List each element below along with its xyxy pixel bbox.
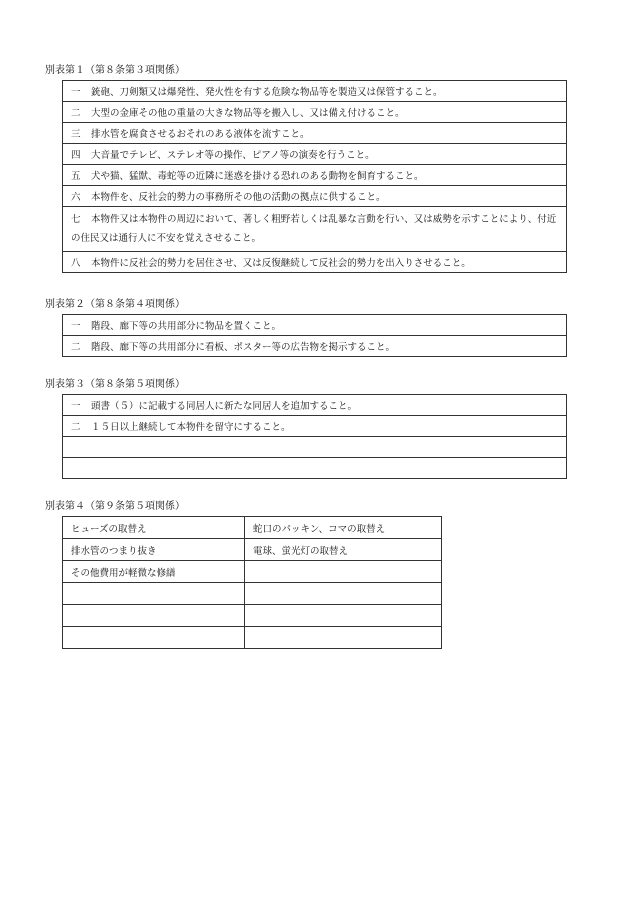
row-text: 銃砲、刀剣類又は爆発性、発火性を有する危険な物品等を製造又は保管すること。 bbox=[91, 87, 443, 98]
table-row bbox=[63, 583, 442, 605]
row-number: 四 bbox=[71, 150, 81, 161]
row-text: 大音量でテレビ、ステレオ等の操作、ピアノ等の演奏を行うこと。 bbox=[91, 150, 375, 161]
row-number: 六 bbox=[71, 192, 81, 203]
table-cell bbox=[63, 627, 245, 649]
table-row bbox=[63, 252, 567, 273]
table-cell: 蛇口のパッキン、コマの取替え bbox=[245, 517, 442, 539]
table-cell bbox=[245, 583, 442, 605]
table-row bbox=[63, 561, 442, 583]
row-text: 犬や猫、猛獣、毒蛇等の近隣に迷惑を掛ける恐れのある動物を飼育すること。 bbox=[91, 171, 424, 182]
table-row bbox=[63, 165, 567, 186]
row-text: 本物件を、反社会的勢力の事務所その他の活動の拠点に供すること。 bbox=[91, 192, 386, 203]
table-row bbox=[63, 186, 567, 207]
row-number: 八 bbox=[71, 258, 81, 269]
row-text: 頭書（５）に記載する同居人に新たな同居人を追加すること。 bbox=[91, 401, 358, 412]
table1 bbox=[62, 80, 567, 273]
table-row bbox=[63, 517, 442, 539]
table-cell: ヒューズの取替え bbox=[63, 517, 245, 539]
table-row bbox=[63, 437, 567, 458]
row-number: 二 bbox=[71, 342, 81, 353]
row-number: 一 bbox=[71, 401, 81, 412]
table-row bbox=[63, 144, 567, 165]
row-text: 排水管を腐食させるおそれのある液体を流すこと。 bbox=[91, 129, 310, 140]
table-row bbox=[63, 458, 567, 479]
row-number: 二 bbox=[71, 422, 81, 433]
row-number: 二 bbox=[71, 108, 81, 119]
row-number: 一 bbox=[71, 87, 81, 98]
row-text: 階段、廊下等の共用部分に看板、ポスター等の広告物を掲示すること。 bbox=[91, 342, 396, 353]
table-row bbox=[63, 605, 442, 627]
table-cell: 排水管のつまり抜き bbox=[63, 539, 245, 561]
table4 bbox=[62, 516, 442, 649]
row-number: 三 bbox=[71, 129, 81, 140]
row-text: 階段、廊下等の共用部分に物品を置くこと。 bbox=[91, 321, 282, 332]
table-cell bbox=[63, 583, 245, 605]
table4-title: 別表第４（第９条第５項関係） bbox=[45, 501, 185, 512]
table-row bbox=[63, 627, 442, 649]
table-row bbox=[63, 102, 567, 123]
row-text: 本物件又は本物件の周辺において、著しく粗野若しくは乱暴な言動を行い、又は威勢を示すことにより、付近の住民又は通行人に不安を覚えさせること。 bbox=[71, 213, 557, 244]
table-cell: 電球、蛍光灯の取替え bbox=[245, 539, 442, 561]
table1-title: 別表第１（第８条第３項関係） bbox=[45, 65, 185, 76]
table-cell bbox=[245, 605, 442, 627]
table-row bbox=[63, 123, 567, 144]
row-number: 七 bbox=[71, 213, 81, 225]
table3 bbox=[62, 394, 567, 479]
table-row bbox=[63, 539, 442, 561]
table-row bbox=[63, 336, 567, 357]
table-row bbox=[63, 81, 567, 102]
table-cell bbox=[245, 627, 442, 649]
row-text: １５日以上継続して本物件を留守にすること。 bbox=[91, 422, 291, 433]
table-cell bbox=[245, 561, 442, 583]
table3-title: 別表第３（第８条第５項関係） bbox=[45, 379, 185, 390]
row-text: 本物件に反社会的勢力を居住させ、又は反復継続して反社会的勢力を出入りさせること。 bbox=[91, 258, 471, 269]
table2 bbox=[62, 314, 567, 357]
table-cell bbox=[63, 605, 245, 627]
table-row bbox=[63, 315, 567, 336]
row-number: 一 bbox=[71, 321, 81, 332]
table-row bbox=[63, 416, 567, 437]
table-row bbox=[63, 207, 567, 252]
row-text: 大型の金庫その他の重量の大きな物品等を搬入し、又は備え付けること。 bbox=[91, 108, 405, 119]
table2-title: 別表第２（第８条第４項関係） bbox=[45, 299, 185, 310]
table-row bbox=[63, 395, 567, 416]
table-cell: その他費用が軽微な修繕 bbox=[63, 561, 245, 583]
row-number: 五 bbox=[71, 171, 81, 182]
